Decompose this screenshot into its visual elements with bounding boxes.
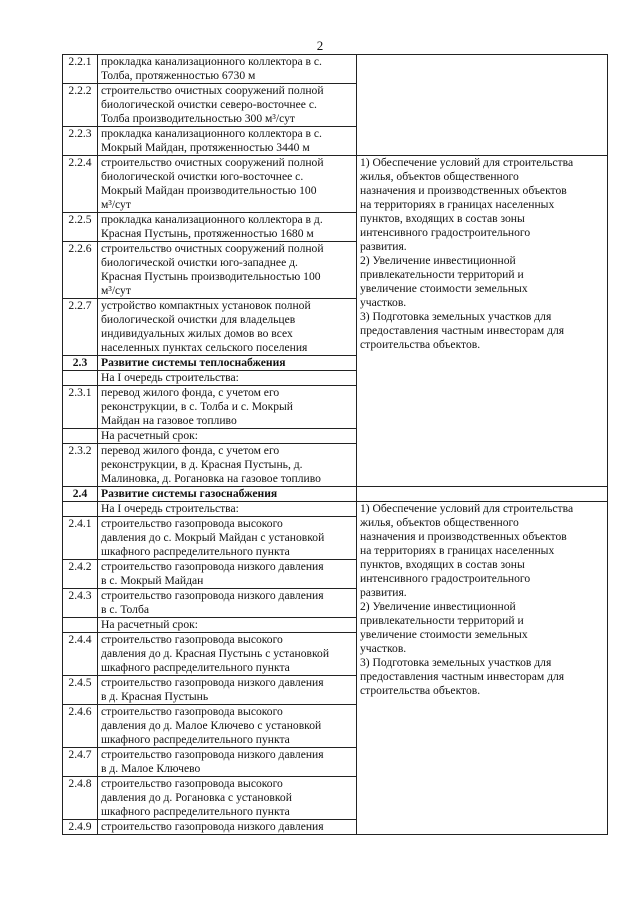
item-description (98, 55, 357, 84)
item-description (98, 777, 357, 820)
description-line: перевод жилого фонда, с учетом его (101, 444, 280, 457)
note-line: увеличение стоимости земельных (360, 628, 528, 641)
item-description (98, 517, 357, 560)
item-number: 2.4.9 (63, 820, 98, 835)
description-line: Красная Пустынь, протяженностью 1680 м (101, 227, 314, 240)
table-row (63, 156, 608, 213)
note-line: интенсивного градостроительного (360, 226, 531, 239)
page-number: 2 (316, 38, 324, 53)
table-row (63, 487, 608, 502)
item-description (98, 356, 357, 371)
description-line: биологической очистки для владельцев (101, 313, 296, 326)
note-line: 2) Увеличение инвестиционной (360, 254, 516, 267)
note-line: участков. (360, 296, 407, 309)
note-line: привлекательности территорий и (360, 614, 524, 627)
description-line: строительство газопровода низкого давления (101, 589, 324, 602)
measures-table (62, 54, 608, 835)
item-number (63, 502, 98, 517)
item-description (98, 748, 357, 777)
item-number: 2.2.6 (63, 242, 98, 299)
note-line: увеличение стоимости земельных (360, 282, 528, 295)
description-line: строительство газопровода высокого (101, 705, 283, 718)
description-line: в с. Толба (101, 603, 149, 616)
item-description (98, 127, 357, 156)
item-description (98, 299, 357, 356)
item-number: 2.4.8 (63, 777, 98, 820)
item-number (63, 371, 98, 386)
item-description (98, 213, 357, 242)
item-description (98, 371, 357, 386)
description-line: реконструкции, в д. Красная Пустынь, д. (101, 458, 303, 471)
item-number: 2.4.1 (63, 517, 98, 560)
item-description (98, 502, 357, 517)
item-number: 2.4.2 (63, 560, 98, 589)
note-line: пунктов, входящих в состав зоны (360, 212, 525, 225)
description-line: строительство газопровода низкого давления (101, 676, 324, 689)
note-line: 1) Обеспечение условий для строительства (360, 156, 574, 169)
description-line: строительство очистных сооружений полной (101, 84, 324, 97)
item-number: 2.3.1 (63, 386, 98, 429)
note-line: 3) Подготовка земельных участков для (360, 656, 552, 669)
description-line: шкафного распределительного пункта (101, 733, 290, 746)
note-line: участков. (360, 642, 407, 655)
item-number: 2.4.3 (63, 589, 98, 618)
description-line: строительство очистных сооружений полной (101, 242, 324, 255)
description-line: биологической очистки северо-восточнее с. (101, 98, 317, 111)
note-line: 3) Подготовка земельных участков для (360, 310, 552, 323)
description-line: перевод жилого фонда, с учетом его (101, 386, 280, 399)
description-line: На расчетный срок: (101, 618, 199, 631)
note-line: назначения и производственных объектов (360, 184, 567, 197)
item-description (98, 676, 357, 705)
description-line: давления до с. Мокрый Майдан с установкой (101, 531, 325, 544)
description-line: строительство очистных сооружений полной (101, 156, 324, 169)
description-line: прокладка канализационного коллектора в д. (101, 213, 323, 226)
item-description (98, 429, 357, 444)
description-line: Развитие системы теплоснабжения (101, 356, 286, 369)
description-line: давления до д. Рогановка с установкой (101, 791, 292, 804)
description-line: м³/сут (101, 284, 131, 297)
note-line: назначения и производственных объектов (360, 530, 567, 543)
description-line: На расчетный срок: (101, 429, 199, 442)
expected-results-note (357, 502, 608, 835)
description-line: Развитие системы газоснабжения (101, 487, 278, 500)
description-line: На I очередь строительства: (101, 502, 239, 515)
table-row (63, 502, 608, 517)
description-line: Красная Пустынь производительностью 100 (101, 270, 321, 283)
note-line: 1) Обеспечение условий для строительства (360, 502, 574, 515)
note-line: интенсивного градостроительного (360, 572, 531, 585)
item-number: 2.2.3 (63, 127, 98, 156)
note-line: на территориях в границах населенных (360, 544, 555, 557)
description-line: Толба производительностью 300 м³/сут (101, 112, 295, 125)
table-row (63, 55, 608, 84)
description-line: Малиновка, д. Рогановка на газовое топливо (101, 472, 321, 485)
description-line: строительство газопровода высокого (101, 777, 283, 790)
description-line: строительство газопровода высокого (101, 517, 283, 530)
item-number: 2.2.1 (63, 55, 98, 84)
item-number: 2.3 (63, 356, 98, 371)
description-line: шкафного распределительного пункта (101, 661, 290, 674)
item-number: 2.4.4 (63, 633, 98, 676)
item-description (98, 444, 357, 487)
item-description (98, 242, 357, 299)
note-line: строительства объектов. (360, 684, 481, 697)
item-description (98, 84, 357, 127)
description-line: прокладка канализационного коллектора в с. (101, 127, 322, 140)
description-line: биологической очистки юго-восточнее с. (101, 170, 304, 183)
note-line: жилья, объектов общественного (360, 516, 519, 529)
description-line: м³/сут (101, 198, 131, 211)
description-line: шкафного распределительного пункта (101, 545, 290, 558)
description-line: строительство газопровода низкого давления (101, 748, 324, 761)
note-line: на территориях в границах населенных (360, 198, 555, 211)
expected-results-note (357, 156, 608, 487)
item-description (98, 633, 357, 676)
note-line: развития. (360, 240, 407, 253)
item-number (63, 618, 98, 633)
description-line: Майдан на газовое топливо (101, 414, 237, 427)
description-line: населенных пунктах сельского поселения (101, 341, 308, 354)
note-line: пунктов, входящих в состав зоны (360, 558, 525, 571)
item-number: 2.3.2 (63, 444, 98, 487)
note-line: предоставления частным инвесторам для (360, 670, 565, 683)
item-number: 2.2.5 (63, 213, 98, 242)
description-line: индивидуальных жилых домов во всех (101, 327, 293, 340)
note-line: предоставления частным инвесторам для (360, 324, 565, 337)
item-number: 2.4.5 (63, 676, 98, 705)
description-line: давления до д. Малое Ключево с установкой (101, 719, 322, 732)
item-description (98, 156, 357, 213)
item-number: 2.4.6 (63, 705, 98, 748)
note-line: жилья, объектов общественного (360, 170, 519, 183)
expected-results-note (357, 487, 608, 502)
item-description (98, 618, 357, 633)
note-line: привлекательности территорий и (360, 268, 524, 281)
item-number: 2.4.7 (63, 748, 98, 777)
item-number (63, 429, 98, 444)
description-line: Мокрый Майдан производительностью 100 (101, 184, 317, 197)
description-line: шкафного распределительного пункта (101, 805, 290, 818)
item-number: 2.2.7 (63, 299, 98, 356)
note-line: развития. (360, 586, 407, 599)
description-line: Мокрый Майдан, протяженностью 3440 м (101, 141, 310, 154)
description-line: давления до д. Красная Пустынь с установкой (101, 647, 330, 660)
item-description (98, 487, 357, 502)
item-number: 2.2.2 (63, 84, 98, 127)
note-line: 2) Увеличение инвестиционной (360, 600, 516, 613)
description-line: в с. Мокрый Майдан (101, 574, 204, 587)
description-line: биологической очистки юго-западнее д. (101, 256, 298, 269)
description-line: в д. Малое Ключево (101, 762, 201, 775)
item-number: 2.4 (63, 487, 98, 502)
item-description (98, 589, 357, 618)
note-line: строительства объектов. (360, 338, 481, 351)
item-description (98, 386, 357, 429)
expected-results-note (357, 55, 608, 156)
description-line: в д. Красная Пустынь (101, 690, 209, 703)
item-description (98, 705, 357, 748)
item-description (98, 560, 357, 589)
description-line: На I очередь строительства: (101, 371, 239, 384)
description-line: реконструкции, в с. Толба и с. Мокрый (101, 400, 294, 413)
description-line: устройство компактных установок полной (101, 299, 311, 312)
item-description (98, 820, 357, 835)
description-line: строительство газопровода высокого (101, 633, 283, 646)
description-line: прокладка канализационного коллектора в с. (101, 55, 322, 68)
item-number: 2.2.4 (63, 156, 98, 213)
description-line: строительство газопровода низкого давления (101, 820, 324, 833)
description-line: Толба, протяженностью 6730 м (101, 69, 256, 82)
description-line: строительство газопровода низкого давления (101, 560, 324, 573)
